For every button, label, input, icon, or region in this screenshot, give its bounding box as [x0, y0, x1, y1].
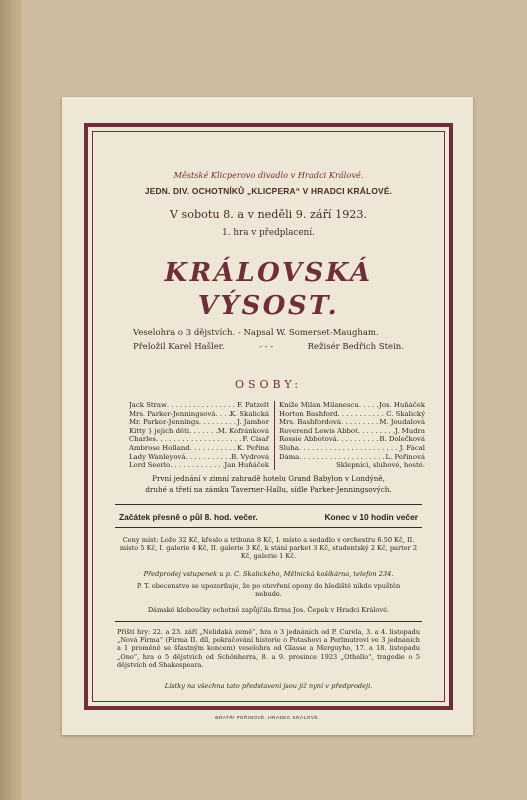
divider-rule — [115, 504, 422, 505]
hats-credit: Dámské kloboučky ochotně zapůjčila firma Jos. Čepek v Hradci Králové. — [147, 606, 390, 614]
performance-date: V sobotu 8. a v neděli 9. září 1923. — [169, 208, 368, 221]
cast-role: Charles — [129, 435, 156, 444]
cast-actor: L. Peřinová — [385, 452, 425, 461]
end-time: Konec v 10 hodin večer — [324, 512, 418, 522]
cast-role: Rossie Abbotová — [279, 435, 337, 444]
cast-role: Reverend Lewis Abbot — [279, 426, 358, 435]
cast-row — [129, 435, 269, 444]
cast-role: Mrs. Parker-Jenningsová — [129, 409, 216, 418]
cast-row — [129, 453, 269, 462]
tickets-note: Lístky na všechna tato představení jsou již nyní v předprodeji. — [164, 682, 373, 690]
cast-role: Ambrose Holland — [129, 443, 190, 452]
cast-row — [279, 435, 425, 444]
cast-actor: F. Císař — [242, 435, 269, 444]
cast-actor: Jan Huňáček — [224, 461, 269, 470]
cast-actor: K. Skalická — [229, 409, 269, 418]
cast-row — [279, 418, 425, 427]
divider-rule — [115, 621, 422, 622]
ticket-prices: Ceny míst: Lože 32 Kč, křeslo a tribuna 8 Kč, I. místo a sedadlo v orchestru 6.50 Kč, II. místo 5 Kč, I. galerie 4 Kč, II. galerie 3 Kč, k stání parket 3 Kč, studentský 2 Kč, parter 2 Kč, galerie 1 Kč. — [119, 536, 418, 561]
cast-actor: B. Dolečková — [379, 435, 425, 444]
start-time: Začátek přesně o půl 8. hod. večer. — [119, 512, 258, 522]
cast-actor: M. Joudalová — [379, 418, 425, 427]
cast-role: Sluha — [279, 443, 299, 452]
divider-rule — [115, 527, 422, 528]
cast-row — [129, 444, 269, 453]
cast-actor: K. Peřina — [237, 443, 269, 452]
presale-info: Předprodej vstupenek u p. C. Skalického, Mělnická košíkárna, telefon 234. — [143, 570, 394, 578]
director: Režisér Bedřich Stein. — [307, 342, 404, 352]
cast-row — [279, 461, 425, 470]
subscription-series: 1. hra v předplacení. — [222, 228, 315, 238]
cast-heading: OSOBY: — [234, 378, 303, 391]
cast-actor: F. Patzelt — [237, 401, 269, 409]
cast-row — [279, 453, 425, 462]
cast-actor: C. Skalický — [386, 409, 425, 418]
cast-column-left — [129, 401, 269, 470]
translator: Přeložil Karel Hašler. — [133, 342, 225, 352]
cast-row — [129, 418, 269, 427]
cast-row — [129, 461, 269, 470]
cast-role: Horton Bashford — [279, 409, 338, 418]
cast-role: Jack Straw — [129, 401, 167, 409]
cast-actor: J. Fácal — [399, 443, 425, 452]
cast-role: Dáma — [279, 452, 300, 461]
scene-note-line1: První jednání v zimní zahradě hotelu Grand Babylon v Londýně, — [152, 474, 385, 483]
cast-divider — [274, 401, 275, 470]
association-name: JEDN. DIV. OCHOTNÍKŮ „KLICPERA“ V HRADCI KRÁLOVÉ. — [144, 186, 393, 196]
cast-row — [129, 410, 269, 419]
theatre-poster — [62, 97, 473, 735]
cast-role: Mrs. Bashfordová — [279, 418, 341, 427]
cast-actor: J. Jambor — [237, 418, 269, 427]
theatre-name: Městské Klicperovo divadlo v Hradci Králové. — [173, 170, 364, 180]
poster-border-inner — [92, 131, 445, 702]
scene-note-line2: druhé a třetí na zámku Taverner-Hallu, sídle Parker-Jenningsových. — [145, 485, 392, 494]
play-title-line2: VÝSOST. — [197, 291, 340, 321]
cast-actor: M. Kofránková — [217, 426, 269, 435]
cast-row — [279, 444, 425, 453]
cast-role: Lord Seerlo — [129, 461, 171, 470]
cast-actor: J. Mudra — [395, 426, 425, 435]
poster-border-outer — [84, 123, 453, 710]
cast-row — [129, 401, 269, 410]
album-binding-edge — [0, 0, 23, 800]
cast-role: Lady Wanleyová — [129, 452, 186, 461]
cast-row — [279, 401, 425, 410]
play-title-line1: KRÁLOVSKÁ — [164, 258, 373, 288]
play-genre-author: Veselohra o 3 dějstvích. - Napsal W. Somerset-Maugham. — [133, 328, 379, 338]
upcoming-plays: Příští hry: 22. a 23. září „Nelidaká země“, hra o 3 jednáních od P. Curela, 3. a 4. listopadu „Nová Firma“ (Firma II. díl, pokračování historie o Potashovi a Perlmutrovi ve 3 jednáních a 1 proměně se šťastným koncem) veselohra od Glasse a Merguyho, 17. a 18. listopadu „Ono“, hra o 5 dějstvích od Schönherra, 8. a 9. prosince 1923 „Othello“, tragedie o 5 dějstvích od Shakespeara. — [117, 628, 420, 669]
cast-row — [279, 410, 425, 419]
credits-separator: - - - — [259, 342, 274, 352]
cast-role: Kníže Milan Milanescu — [279, 401, 359, 409]
poster-content — [103, 142, 434, 691]
cast-column-right — [279, 401, 425, 470]
cast-row — [279, 427, 425, 436]
cast-role: Kitty } jejich děti — [129, 426, 190, 435]
printer-credit: BRATŘI PEŘINOVÉ, HRADEC KRÁLOVÉ. — [215, 716, 320, 721]
cast-row — [129, 427, 269, 436]
cast-actor: Jos. Huňáček — [379, 401, 425, 409]
cast-extras: Sklepníci, sluhové, hosté. — [336, 461, 425, 470]
audience-notice: P. T. obecenstvo se upozorňuje, že po otevření opony do hlediště nikdo vpuštěn nebude. — [136, 582, 401, 599]
credits-line — [133, 342, 404, 352]
cast-role: Mr. Parker-Jennings — [129, 418, 199, 427]
cast-actor: B. Vydrová — [231, 452, 269, 461]
